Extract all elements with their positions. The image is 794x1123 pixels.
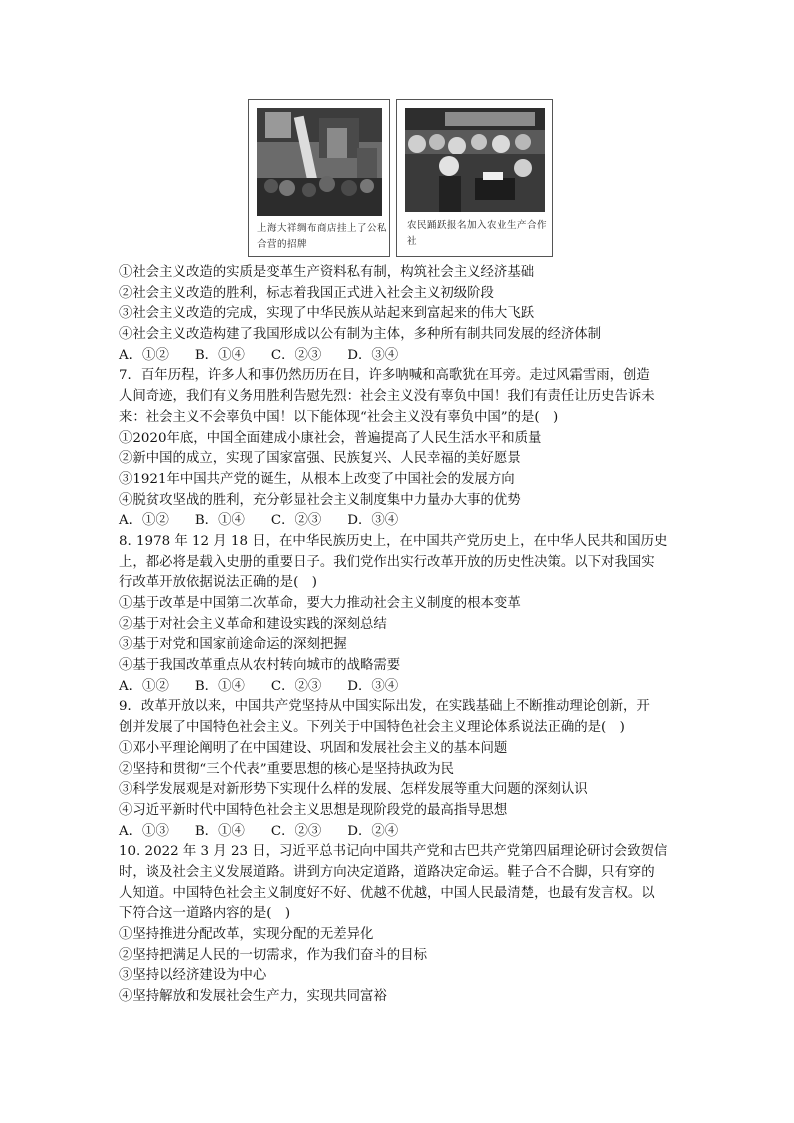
q10-stem-3: 人知道。中国特色社会主义制度好不好、优越不优越，中国人民最清楚，也最有发言权。以 xyxy=(119,885,655,901)
q8-item-3: ③基于对党和国家前途命运的深刻把握 xyxy=(119,637,347,653)
q7-option-d[interactable]: D．③④ xyxy=(347,513,399,529)
q6-option-b[interactable]: B．①④ xyxy=(194,347,245,363)
q6-option-c[interactable]: C．②③ xyxy=(270,347,322,363)
q8-stem-3: 行改革开放依据说法正确的是( ) xyxy=(119,575,317,591)
q7-option-c[interactable]: C．②③ xyxy=(270,513,322,529)
q6-item-3: ③社会主义改造的完成，实现了中华民族从站起来到富起来的伟大飞跃 xyxy=(119,306,535,322)
q8-option-a[interactable]: A．①② xyxy=(119,678,169,694)
q9-stem-1: 9．改革开放以来，中国共产党坚持从中国实际出发，在实践基础上不断推动理论创新，开 xyxy=(119,699,650,715)
q10-stem-4: 下符合这一道路内容的是( ) xyxy=(119,906,291,922)
q8-options xyxy=(119,677,679,698)
q9-item-1: ①邓小平理论阐明了在中国建设、巩固和发展社会主义的基本问题 xyxy=(119,740,508,756)
q10-item-3: ③坚持以经济建设为中心 xyxy=(119,968,267,984)
q9-item-3: ③科学发展观是对新形势下实现什么样的发展、怎样发展等重大问题的深刻认识 xyxy=(119,782,588,798)
q9-option-d[interactable]: D．②④ xyxy=(347,823,399,839)
q9-stem-2: 创并发展了中国特色社会主义。下列关于中国特色社会主义理论体系说法正确的是( ) xyxy=(119,720,625,736)
q7-option-a[interactable]: A．①② xyxy=(119,513,169,529)
q9-item-4: ④习近平新时代中国特色社会主义思想是现阶段党的最高指导思想 xyxy=(119,802,508,818)
q8-option-b[interactable]: B．①④ xyxy=(194,678,245,694)
q7-stem-2: 人间奇迹，我们有义务用胜利告慰先烈：社会主义没有辜负中国！我们有责任让历史告诉未 xyxy=(119,389,655,405)
q8-stem-1: 8. 1978 年 12 月 18 日，在中华民族历史上，在中国共产党历史上，在中华人民共和国历史 xyxy=(119,533,668,549)
q10-item-4: ④坚持解放和发展社会生产力，实现共同富裕 xyxy=(119,989,387,1005)
q8-item-1: ①基于改革是中国第二次革命，要大力推动社会主义制度的根本变革 xyxy=(119,596,521,611)
q10-stem-2: 时，谈及社会主义发展道路。讲到方向决定道路，道路决定命运。鞋子合不合脚，只有穿的 xyxy=(119,864,655,880)
q8-item-4: ④基于我国改革重点从农村转向城市的战略需要 xyxy=(119,658,401,674)
q8-item-2: ②基于对社会主义革命和建设实践的深刻总结 xyxy=(119,616,387,632)
q6-item-1: ①社会主义改造的实质是变革生产资料私有制，构筑社会主义经济基础 xyxy=(119,265,535,280)
q7-item-1: ①2020年底，中国全面建成小康社会，普遍提高了人民生活水平和质量 xyxy=(119,430,542,446)
q9-option-c[interactable]: C．②③ xyxy=(270,823,322,839)
figure-1-caption: 上海大祥绸布商店挂上了公私合营的招牌 xyxy=(257,223,388,250)
photo-shop-sign xyxy=(257,108,382,216)
q9-item-2: ②坚持和贯彻“三个代表”重要思想的核心是坚持执政为民 xyxy=(119,761,455,777)
q7-item-4: ④脱贫攻坚战的胜利，充分彰显社会主义制度集中力量办大事的优势 xyxy=(119,492,521,508)
q7-item-3: ③1921年中国共产党的诞生，从根本上改变了中国社会的发展方向 xyxy=(119,471,515,487)
figure-2-caption: 农民踊跃报名加入农业生产合作社 xyxy=(407,220,548,247)
question-text xyxy=(119,263,679,1008)
q7-stem-3: 来：社会主义不会辜负中国！以下能体现“社会主义没有辜负中国”的是( ) xyxy=(119,409,559,425)
q6-item-2: ②社会主义改造的胜利，标志着我国正式进入社会主义初级阶段 xyxy=(119,285,494,301)
q6-item-4: ④社会主义改造构建了我国形成以公有制为主体，多种所有制共同发展的经济体制 xyxy=(119,327,602,343)
q10-item-2: ②坚持把满足人民的一切需求，作为我们奋斗的目标 xyxy=(119,947,427,963)
q9-option-b[interactable]: B．①④ xyxy=(194,823,245,839)
q6-options xyxy=(119,346,679,367)
q7-options xyxy=(119,511,679,532)
figure-2 xyxy=(396,99,553,257)
q6-option-a[interactable]: A．①② xyxy=(119,347,169,363)
q9-options xyxy=(119,822,679,843)
q6-option-d[interactable]: D．③④ xyxy=(347,347,399,363)
q10-item-1: ①坚持推进分配改革，实现分配的无差异化 xyxy=(119,927,374,942)
figure-1 xyxy=(248,99,390,257)
q10-stem-1: 10. 2022 年 3 月 23 日，习近平总书记向中国共产党和古巴共产党第四届理论研讨会致贺信 xyxy=(119,844,668,860)
photo-farmers-signup xyxy=(405,108,545,212)
q9-option-a[interactable]: A．①③ xyxy=(119,823,169,839)
q7-option-b[interactable]: B．①④ xyxy=(194,513,245,529)
q7-stem-1: 7．百年历程，许多人和事仍然历历在目，许多呐喊和高歌犹在耳旁。走过风霜雪雨，创造 xyxy=(119,368,650,384)
q8-option-d[interactable]: D．③④ xyxy=(347,678,399,694)
q7-item-2: ②新中国的成立，实现了国家富强、民族复兴、人民幸福的美好愿景 xyxy=(119,451,521,467)
q8-option-c[interactable]: C．②③ xyxy=(270,678,322,694)
q8-stem-2: 上，都必将是载入史册的重要日子。我们党作出实行改革开放的历史性决策。以下对我国实 xyxy=(119,554,655,570)
figure-group xyxy=(248,99,554,259)
